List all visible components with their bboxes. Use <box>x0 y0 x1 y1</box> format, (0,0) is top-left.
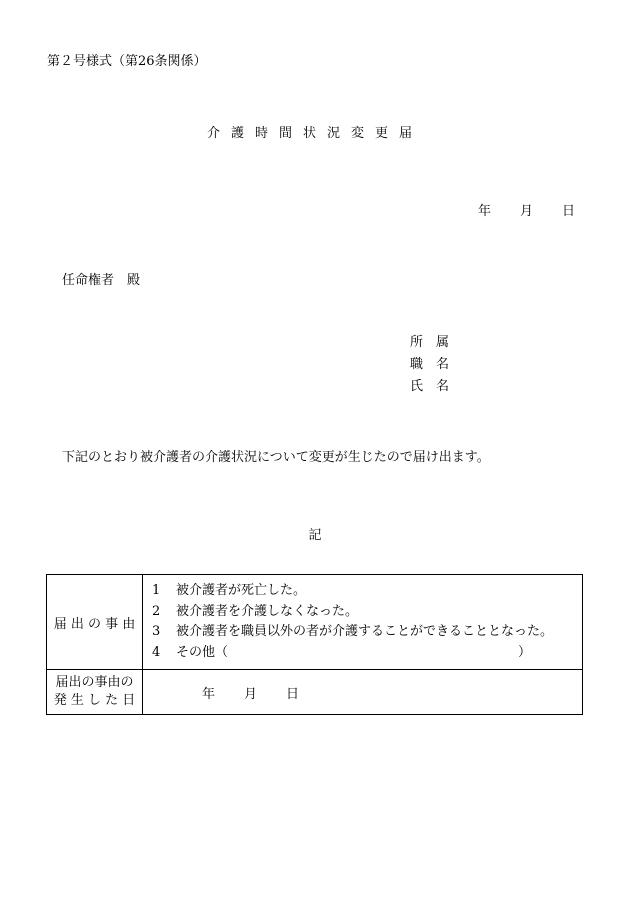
reason-item: 3 被介護者を職員以外の者が介護することができることとなった。 <box>152 624 554 639</box>
document-title: 介護時間状況変更届 <box>206 126 423 141</box>
reason-list <box>143 575 583 670</box>
position-label-2: 名 <box>436 357 450 372</box>
date-month: 月 <box>520 204 534 219</box>
submission-date <box>478 200 575 219</box>
ki-heading: 記 <box>308 528 322 543</box>
affiliation-label-2: 属 <box>436 335 450 350</box>
date-day: 日 <box>562 204 576 219</box>
form-number: 第２号様式（第26条関係） <box>47 54 207 69</box>
reason-item: 2 被介護者を介護しなくなった。 <box>152 603 359 619</box>
reason-row <box>47 575 583 670</box>
occurrence-label: 届出の事由の 発 生 し た 日 <box>47 670 143 715</box>
name-row <box>410 376 449 398</box>
name-label-2: 名 <box>436 379 450 394</box>
occurrence-year: 年 <box>202 686 216 702</box>
affiliation-label-1: 所 <box>410 335 424 350</box>
position-row <box>410 354 449 376</box>
reason-item: 1 被介護者が死亡した。 <box>152 583 307 598</box>
statement-text: 下記のとおり被介護者の介護状況について変更が生じたので届け出ます。 <box>62 450 490 465</box>
name-label-1: 氏 <box>410 379 424 394</box>
date-year: 年 <box>478 204 492 219</box>
notification-table <box>46 574 583 715</box>
other-close-paren: ） <box>518 644 532 660</box>
applicant-block <box>410 332 449 398</box>
occurrence-row <box>47 670 583 715</box>
occurrence-day: 日 <box>286 686 300 702</box>
occurrence-month: 月 <box>244 686 258 702</box>
addressee: 任命権者 殿 <box>62 273 141 288</box>
reason-item-other: 4 その他（ ） <box>152 643 582 664</box>
position-label-1: 職 <box>410 357 424 372</box>
reason-label: 届 出 の 事 由 <box>47 575 143 670</box>
occurrence-date <box>143 670 583 715</box>
affiliation-row <box>410 332 449 354</box>
